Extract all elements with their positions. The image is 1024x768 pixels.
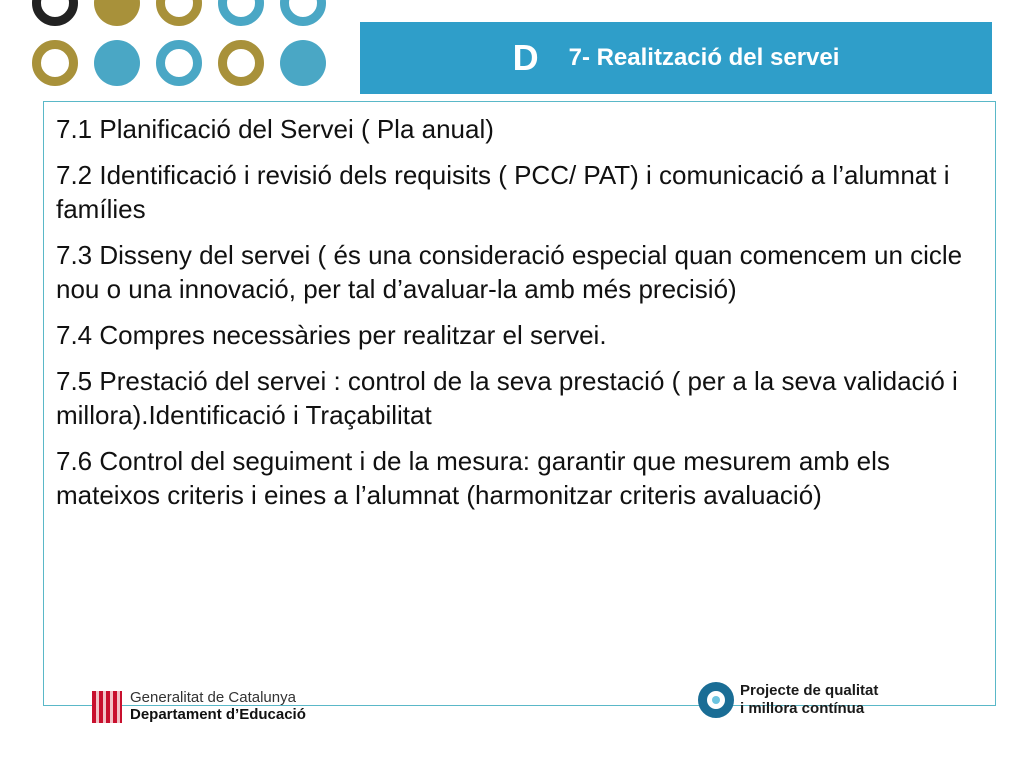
gencat-emblem-icon: [92, 691, 122, 723]
project-logo: [698, 682, 878, 718]
gencat-logo: [92, 690, 306, 724]
content-box: [43, 101, 996, 706]
list-item: 7.5 Prestació del servei : control de la seva prestació ( per a la seva validació i millora).Identificació i Traçabilitat: [56, 366, 958, 430]
quality-circle-icon: [698, 682, 734, 718]
dot-ring-teal: [280, 0, 326, 26]
dot-gold: [94, 0, 140, 26]
list-item: 7.2 Identificació i revisió dels requisits ( PCC/ PAT) i comunicació a l’alumnat i famílies: [56, 160, 950, 224]
list-item: 7.3 Disseny del servei ( és una consideració especial quan comencem un cicle nou o una innovació, per tal d’avaluar-la amb més precisió): [56, 240, 963, 304]
section-letter: D: [512, 37, 539, 78]
slide-title: 7- Realització del servei: [568, 44, 840, 71]
dot-ring-gold: [218, 40, 264, 86]
list-item: 7.6 Control del seguiment i de la mesura: garantir que mesurem amb els mateixos criteris i eines a l’alumnat (harmonitzar criteris avaluació): [56, 446, 890, 510]
department-name: Departament d’Educació: [130, 706, 306, 723]
dot-ring-dark: [32, 0, 78, 26]
dot-teal: [280, 40, 326, 86]
list-item: 7.1 Planificació del Servei ( Pla anual): [56, 114, 494, 144]
dot-teal: [94, 40, 140, 86]
project-line-1: Projecte de qualitat: [740, 682, 879, 699]
dot-ring-teal: [218, 0, 264, 26]
title-bar: [360, 22, 992, 94]
dot-ring-teal: [156, 40, 202, 86]
list-item: 7.4 Compres necessàries per realitzar el servei.: [56, 320, 607, 350]
project-line-2: i millora contínua: [740, 700, 865, 717]
dot-ring-gold: [156, 0, 202, 26]
gencat-name: Generalitat de Catalunya: [130, 689, 296, 706]
dot-ring-gold: [32, 40, 78, 86]
